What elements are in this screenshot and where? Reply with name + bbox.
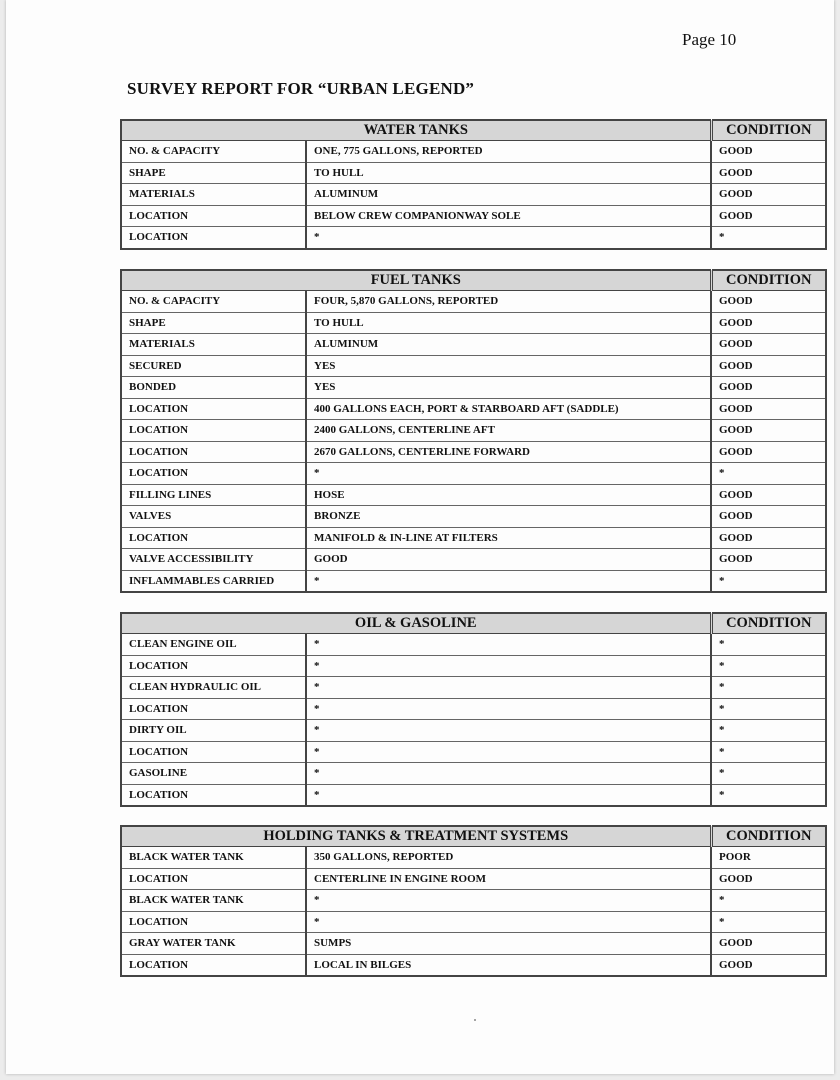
row-value: * [306,784,711,806]
row-condition: POOR [711,847,826,869]
row-value: * [306,763,711,785]
row-condition: GOOD [711,205,826,227]
table-header-row [121,613,826,634]
row-label: LOCATION [121,784,306,806]
table-row [121,763,826,785]
row-label: VALVES [121,506,306,528]
row-condition: * [711,784,826,806]
row-label: LOCATION [121,527,306,549]
table-header-row [121,826,826,847]
table-row [121,933,826,955]
row-condition: GOOD [711,312,826,334]
row-value: BRONZE [306,506,711,528]
table-row [121,549,826,571]
row-condition: * [711,463,826,485]
row-value: * [306,720,711,742]
table-row [121,334,826,356]
row-label: CLEAN ENGINE OIL [121,634,306,656]
row-label: LOCATION [121,655,306,677]
row-label: INFLAMMABLES CARRIED [121,570,306,592]
row-label: LOCATION [121,463,306,485]
table-row [121,570,826,592]
row-condition: GOOD [711,398,826,420]
condition-heading: CONDITION [711,120,826,141]
row-condition: GOOD [711,933,826,955]
table-header-row [121,120,826,141]
table-header-row [121,270,826,291]
row-label: LOCATION [121,441,306,463]
section-heading: HOLDING TANKS & TREATMENT SYSTEMS [121,826,711,847]
table-row [121,698,826,720]
row-value: 2670 GALLONS, CENTERLINE FORWARD [306,441,711,463]
table-row [121,162,826,184]
row-condition: * [711,890,826,912]
row-condition: GOOD [711,954,826,976]
row-label: BLACK WATER TANK [121,890,306,912]
row-label: GRAY WATER TANK [121,933,306,955]
row-value: * [306,227,711,249]
report-title: SURVEY REPORT FOR “URBAN LEGEND” [127,79,475,98]
table-row [121,527,826,549]
row-condition: GOOD [711,527,826,549]
row-value: MANIFOLD & IN-LINE AT FILTERS [306,527,711,549]
row-label: LOCATION [121,954,306,976]
row-label: SHAPE [121,312,306,334]
row-value: * [306,463,711,485]
row-condition: * [711,634,826,656]
row-label: VALVE ACCESSIBILITY [121,549,306,571]
fuel-tanks-table [120,269,827,593]
row-label: SHAPE [121,162,306,184]
row-value: FOUR, 5,870 GALLONS, REPORTED [306,291,711,313]
oil-gasoline-table [120,612,827,807]
row-label: LOCATION [121,227,306,249]
row-condition: * [711,570,826,592]
document-page [6,0,834,1074]
row-condition: * [711,698,826,720]
row-value: YES [306,377,711,399]
table-row [121,205,826,227]
row-label: DIRTY OIL [121,720,306,742]
row-condition: GOOD [711,162,826,184]
row-label: NO. & CAPACITY [121,141,306,163]
table-row [121,890,826,912]
row-value: 350 GALLONS, REPORTED [306,847,711,869]
table-row [121,954,826,976]
row-label: NO. & CAPACITY [121,291,306,313]
row-condition: GOOD [711,868,826,890]
row-value: TO HULL [306,312,711,334]
row-value: YES [306,355,711,377]
row-value: * [306,890,711,912]
table-row [121,868,826,890]
table-row [121,484,826,506]
row-condition: GOOD [711,377,826,399]
condition-heading: CONDITION [711,270,826,291]
row-label: LOCATION [121,420,306,442]
row-condition: * [711,911,826,933]
row-condition: * [711,720,826,742]
table-row [121,441,826,463]
row-label: LOCATION [121,398,306,420]
row-label: SECURED [121,355,306,377]
table-row [121,847,826,869]
table-row [121,398,826,420]
table-row [121,784,826,806]
row-value: BELOW CREW COMPANIONWAY SOLE [306,205,711,227]
table-row [121,141,826,163]
row-value: * [306,698,711,720]
holding-tanks-table [120,825,827,977]
row-condition: * [711,741,826,763]
table-row [121,741,826,763]
row-condition: GOOD [711,506,826,528]
row-label: GASOLINE [121,763,306,785]
row-label: LOCATION [121,911,306,933]
row-condition: * [711,227,826,249]
table-row [121,291,826,313]
table-row [121,184,826,206]
section-heading: FUEL TANKS [121,270,711,291]
row-condition: * [711,763,826,785]
row-condition: GOOD [711,441,826,463]
row-value: 2400 GALLONS, CENTERLINE AFT [306,420,711,442]
scan-speck [474,1019,476,1021]
row-label: BONDED [121,377,306,399]
page-number: Page 10 [682,30,737,49]
table-row [121,312,826,334]
row-value: CENTERLINE IN ENGINE ROOM [306,868,711,890]
row-condition: GOOD [711,184,826,206]
row-condition: GOOD [711,291,826,313]
row-label: MATERIALS [121,184,306,206]
table-row [121,420,826,442]
row-label: FILLING LINES [121,484,306,506]
condition-heading: CONDITION [711,613,826,634]
table-row [121,506,826,528]
row-value: * [306,677,711,699]
row-label: BLACK WATER TANK [121,847,306,869]
condition-heading: CONDITION [711,826,826,847]
table-row [121,355,826,377]
row-condition: GOOD [711,141,826,163]
water-tanks-table [120,119,827,250]
row-condition: GOOD [711,420,826,442]
row-value: LOCAL IN BILGES [306,954,711,976]
row-value: HOSE [306,484,711,506]
row-condition: GOOD [711,334,826,356]
row-value: GOOD [306,549,711,571]
section-heading: WATER TANKS [121,120,711,141]
row-value: * [306,655,711,677]
table-row [121,720,826,742]
row-label: LOCATION [121,741,306,763]
table-row [121,227,826,249]
table-row [121,911,826,933]
table-row [121,677,826,699]
row-label: LOCATION [121,205,306,227]
row-condition: GOOD [711,484,826,506]
table-row [121,634,826,656]
row-label: CLEAN HYDRAULIC OIL [121,677,306,699]
row-value: * [306,741,711,763]
row-condition: GOOD [711,355,826,377]
row-value: ALUMINUM [306,334,711,356]
row-condition: * [711,655,826,677]
section-heading: OIL & GASOLINE [121,613,711,634]
row-condition: * [711,677,826,699]
row-value: ALUMINUM [306,184,711,206]
row-value: ONE, 775 GALLONS, REPORTED [306,141,711,163]
table-row [121,463,826,485]
table-row [121,655,826,677]
row-label: LOCATION [121,868,306,890]
row-condition: GOOD [711,549,826,571]
row-label: MATERIALS [121,334,306,356]
row-label: LOCATION [121,698,306,720]
row-value: * [306,911,711,933]
table-row [121,377,826,399]
row-value: SUMPS [306,933,711,955]
row-value: * [306,570,711,592]
row-value: * [306,634,711,656]
row-value: 400 GALLONS EACH, PORT & STARBOARD AFT (SADDLE) [306,398,711,420]
row-value: TO HULL [306,162,711,184]
